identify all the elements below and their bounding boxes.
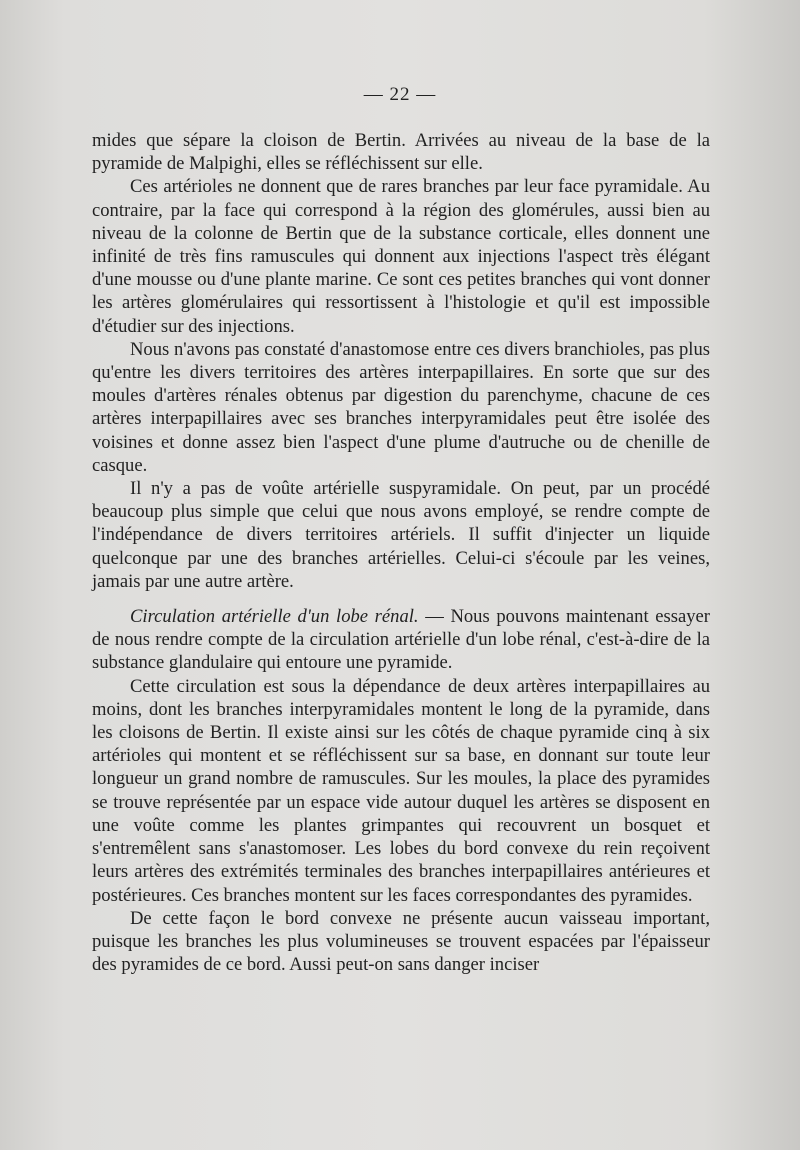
paragraph-anastomose: Nous n'avons pas constaté d'anastomose entre ces divers branchioles, pas plus qu'entre les divers territoires des artères interpapillaires. En sorte que sur des moules d'artères rénales obtenus par digestion du parenchyme, chacune de ces artères interpapillaires avec ses branches interpyramidales peut être isolée des voisines et donne assez bien l'aspect d'une plume d'autruche ou de chenille de casque. — [92, 338, 710, 476]
paragraph-voute: Il n'y a pas de voûte artérielle suspyramidale. On peut, par un procédé beaucoup plus simple que celui que nous avons employé, se rendre compte de l'indépendance de divers territoires artériels. Il suffit d'injecter un liquide quelconque par une des branches artérielles. Celui-ci s'écoule par les veines, jamais par une autre artère. — [92, 478, 710, 592]
section-text: Nous pouvons maintenant essayer de nous rendre compte de la circulation artérielle d'un lobe rénal, c'est-à-dire de la substance glandulaire qui entoure une pyramide. — [92, 606, 710, 674]
page-number: — 22 — — [363, 84, 437, 105]
body-text — [92, 129, 710, 976]
paragraph-bord-convexe: De cette façon le bord convexe ne présente aucun vaisseau important, puisque les branches les plus volumineuses se trouvent espacées par l'épaisseur des pyramides de ce bord. Aussi peut-on sans danger inciser — [92, 907, 710, 976]
paragraph-arterioles: Ces artérioles ne donnent que de rares branches par leur face pyramidale. Au contraire, par la face qui correspond à la région des glomérules, aussi bien au niveau de la colonne de Bertin que de la substance corticale, elles donnent une infinité de très fins ramuscules qui donnent aux injections l'aspect très élégant d'une mousse ou d'une plante marine. Ce sont ces petites branches qui vont donner les artères glomérulaires qui ressortissent à l'histologie et qu'il est impossible d'étudier sur des injections. — [92, 176, 710, 337]
section-heading: Circulation artérielle d'un lobe rénal. — [130, 606, 419, 628]
section-paragraph — [92, 605, 710, 675]
paragraph-circulation: Cette circulation est sous la dépendance de deux artères interpapillaires au moins, dont les branches interpyramidales montent le long de la pyramide, dans les cloisons de Bertin. Il existe ainsi sur les côtés de chaque pyramide cinq à six artérioles qui montent et se réfléchissent sur sa base, en donnant sur toute leur longueur un grand nombre de ramuscules. Sur les moules, la place des pyramides se trouve représentée par un espace vide autour duquel les artères se disposent en une voûte comme les plantes grimpantes qui recouvrent un bosquet et s'entremêlent sans s'anastomoser. Les lobes du bord convexe du rein reçoivent leurs artères des extrémités terminales des branches interpapillaires antérieures et postérieures. Ces branches montent sur les faces correspondantes des pyramides. — [92, 675, 710, 906]
paragraph-continuation: mides que sépare la cloison de Bertin. Arrivées au niveau de la base de la pyramide de Malpighi, elles se réfléchissent sur elle. — [92, 130, 710, 175]
section-dash: — — [418, 606, 451, 628]
